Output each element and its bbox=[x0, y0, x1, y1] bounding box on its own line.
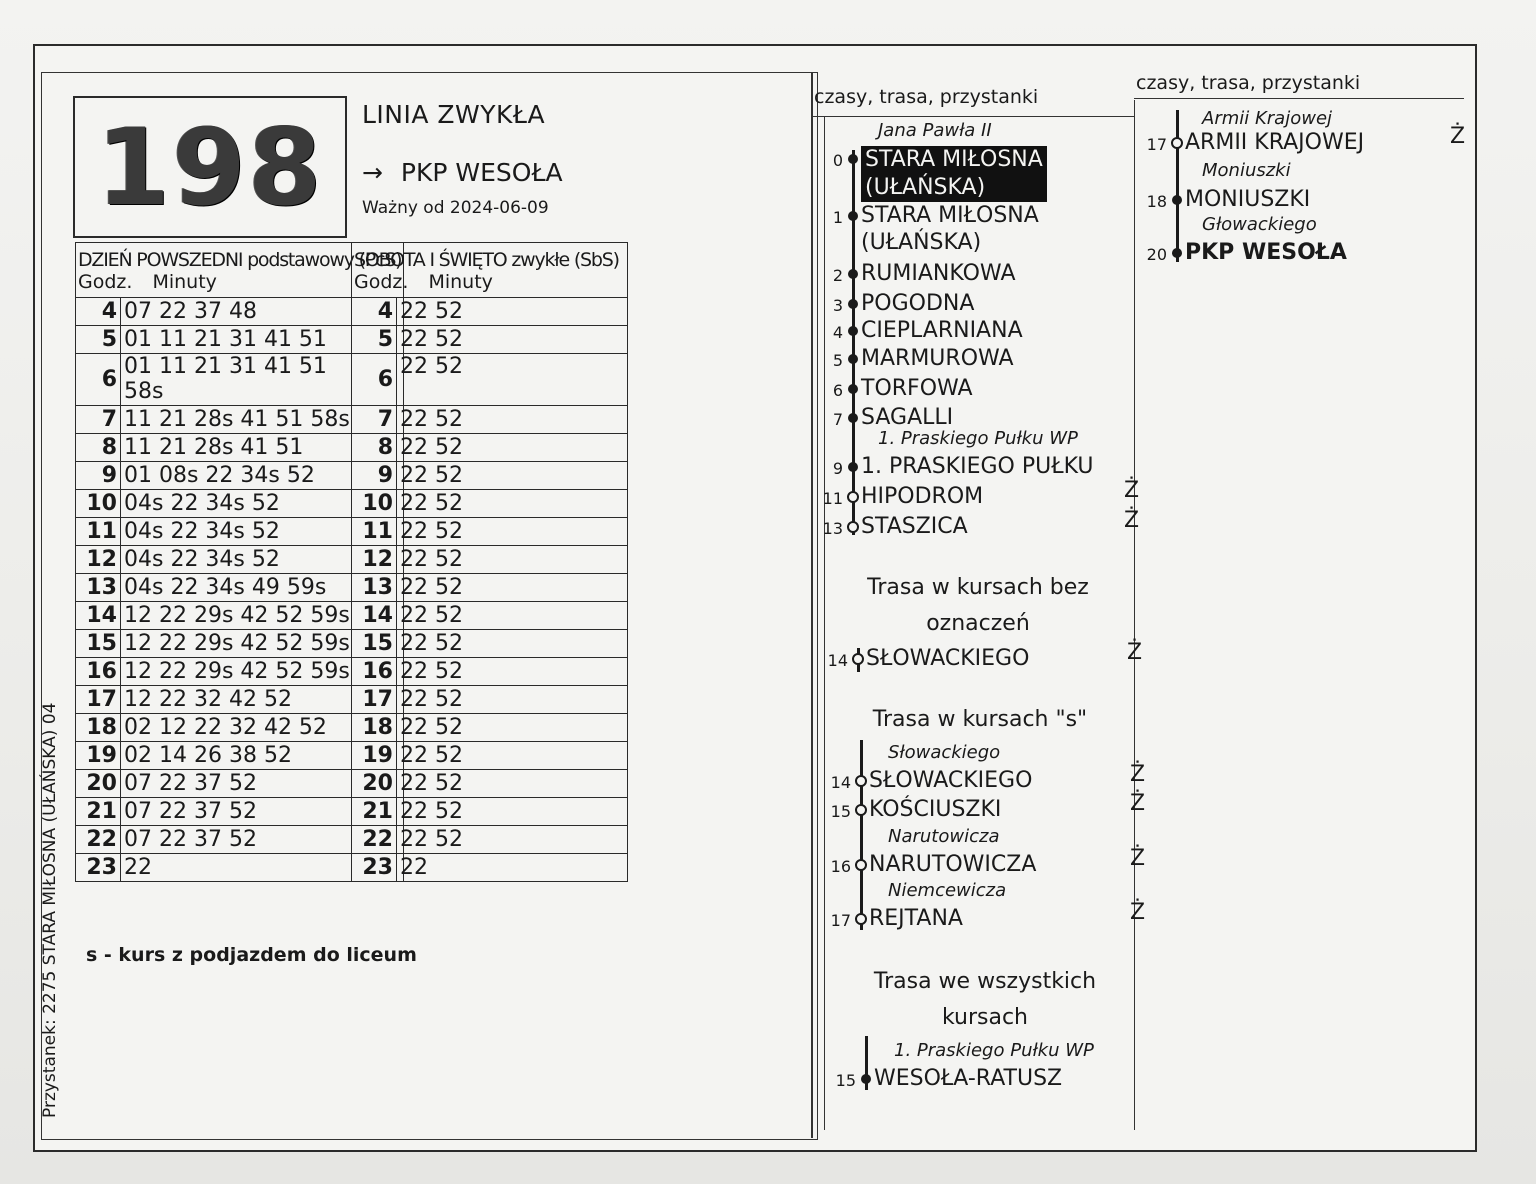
saturday-columns bbox=[352, 271, 628, 298]
hour-cell: 9 bbox=[76, 462, 121, 490]
stop-name bbox=[861, 454, 1094, 479]
timetable-row bbox=[352, 602, 628, 630]
section-s-title: Trasa w kursach "s" bbox=[872, 707, 1088, 732]
hour-cell: 17 bbox=[352, 686, 397, 714]
stop-name-line-1: NARUTOWICZA bbox=[869, 852, 1037, 877]
stop-time: 1 bbox=[832, 208, 843, 227]
hour-cell: 12 bbox=[352, 546, 397, 574]
minutes-cell bbox=[397, 714, 628, 742]
street-name: Armii Krajowej bbox=[1202, 108, 1333, 129]
minutes-line: 22 52 bbox=[400, 575, 463, 600]
col-minutes: Minuty bbox=[428, 271, 493, 293]
request-stop-marker-icon bbox=[847, 491, 859, 503]
minutes-line: 22 52 bbox=[400, 491, 463, 516]
timetable-row bbox=[352, 406, 628, 434]
stop-marker-icon bbox=[848, 413, 858, 423]
saturday-title: SOBOTA I ŚWIĘTO zwykłe (SbS) bbox=[352, 243, 628, 272]
stop-name-line-1: ARMII KRAJOWEJ bbox=[1185, 130, 1365, 155]
stop-name bbox=[869, 768, 1032, 793]
minutes-cell bbox=[397, 298, 628, 326]
section-all-title: Trasa we wszystkich kursach bbox=[873, 969, 1097, 1030]
stop-time: 16 bbox=[830, 857, 851, 876]
route-rail bbox=[860, 740, 863, 930]
stop-name-line-1: KOŚCIUSZKI bbox=[869, 797, 1002, 822]
stop-name-line-1: TORFOWA bbox=[861, 376, 973, 401]
minutes-line: 12 22 29s 42 52 59s bbox=[124, 631, 350, 656]
minutes-line: 22 52 bbox=[400, 435, 463, 460]
minutes-cell bbox=[397, 770, 628, 798]
minutes-cell bbox=[397, 406, 628, 434]
stop-name-line-1: SŁOWACKIEGO bbox=[866, 646, 1030, 671]
hour-cell: 9 bbox=[352, 462, 397, 490]
timetable-row bbox=[352, 546, 628, 574]
hour-cell: 8 bbox=[352, 434, 397, 462]
minutes-line: 22 52 bbox=[400, 547, 463, 572]
stop-name bbox=[869, 797, 1001, 822]
timetable-row bbox=[352, 658, 628, 686]
stop-name-line-1: SŁOWACKIEGO bbox=[869, 768, 1033, 793]
hour-cell: 23 bbox=[352, 854, 397, 882]
request-stop-marker-icon bbox=[855, 859, 867, 871]
hour-cell: 15 bbox=[76, 630, 121, 658]
stop-time: 2 bbox=[832, 266, 843, 285]
timetable-row bbox=[352, 854, 628, 882]
hour-cell: 16 bbox=[352, 658, 397, 686]
hour-cell: 13 bbox=[352, 574, 397, 602]
hour-cell: 7 bbox=[352, 406, 397, 434]
hour-cell: 16 bbox=[76, 658, 121, 686]
stop-name bbox=[861, 203, 1039, 255]
route-column-2-header: czasy, trasa, przystanki bbox=[1136, 72, 1361, 94]
hour-cell: 10 bbox=[352, 490, 397, 518]
stop-name bbox=[861, 291, 974, 316]
line-number: 198 bbox=[96, 105, 324, 229]
hour-cell: 14 bbox=[352, 602, 397, 630]
timetable-row bbox=[352, 298, 628, 326]
minutes-line: 22 52 bbox=[400, 715, 463, 740]
request-stop-marker-icon bbox=[855, 775, 867, 787]
minutes-line: 22 52 bbox=[400, 327, 463, 352]
street-name: Niemcewicza bbox=[888, 880, 1007, 901]
stop-name-line-1: CIEPLARNIANA bbox=[861, 318, 1023, 343]
hour-cell: 6 bbox=[76, 354, 121, 406]
stop-time: 9 bbox=[832, 459, 843, 478]
stop-name-line-1: RUMIANKOWA bbox=[861, 261, 1016, 286]
weekday-title: DZIEŃ POWSZEDNI podstawowy (PcS) bbox=[76, 243, 404, 272]
on-demand-mark: Ż bbox=[1130, 791, 1146, 816]
hour-cell: 18 bbox=[352, 714, 397, 742]
stop-time: 17 bbox=[830, 911, 851, 930]
minutes-line: 22 52 bbox=[400, 799, 463, 824]
stop-name bbox=[874, 1066, 1062, 1091]
timetable-row bbox=[352, 630, 628, 658]
hour-cell: 22 bbox=[352, 826, 397, 854]
legend: s - kurs z podjazdem do liceum bbox=[86, 944, 417, 966]
hour-cell: 18 bbox=[76, 714, 121, 742]
arrow-right-icon: → bbox=[362, 158, 383, 187]
stop-time: 20 bbox=[1146, 245, 1167, 264]
hour-cell: 7 bbox=[76, 406, 121, 434]
minutes-line: 22 52 bbox=[400, 631, 463, 656]
stop-name-line-1: MONIUSZKI bbox=[1185, 187, 1311, 212]
hour-cell: 6 bbox=[352, 354, 397, 406]
minutes-line: 22 52 bbox=[400, 743, 463, 768]
stop-time: 3 bbox=[832, 296, 843, 315]
stop-name-line-1: STARA MIŁOSNA bbox=[861, 203, 1039, 228]
hour-cell: 13 bbox=[76, 574, 121, 602]
stop-name-line-1: STARA MIŁOSNA bbox=[865, 147, 1043, 172]
minutes-line-2: 58s bbox=[124, 379, 164, 404]
stop-name-line-1: POGODNA bbox=[861, 291, 975, 316]
on-demand-mark: Ż bbox=[1130, 846, 1146, 871]
timetable-row bbox=[352, 686, 628, 714]
stop-time: 17 bbox=[1146, 135, 1167, 154]
minutes-line: 07 22 37 52 bbox=[124, 799, 257, 824]
minutes-line: 22 52 bbox=[400, 687, 463, 712]
stop-name-line-1: WESOŁA-RATUSZ bbox=[874, 1066, 1063, 1091]
stop-time: 7 bbox=[832, 410, 843, 429]
stop-marker-icon bbox=[848, 269, 858, 279]
minutes-line: 22 52 bbox=[400, 407, 463, 432]
stop-name-line-2: (UŁAŃSKA) bbox=[861, 230, 982, 255]
stop-name bbox=[869, 906, 963, 931]
timetable-row bbox=[352, 354, 628, 406]
street-name: 1. Praskiego Pułku WP bbox=[878, 428, 1078, 449]
stop-time: 0 bbox=[832, 151, 843, 170]
minutes-cell bbox=[397, 326, 628, 354]
route-column-1-header: czasy, trasa, przystanki bbox=[814, 86, 1039, 108]
minutes-line: 22 52 bbox=[400, 827, 463, 852]
stop-marker-icon bbox=[848, 462, 858, 472]
stop-name-line-2: (UŁAŃSKA) bbox=[865, 175, 986, 200]
minutes-line: 22 52 bbox=[400, 354, 463, 379]
panel-divider bbox=[811, 72, 813, 1138]
stop-marker-icon bbox=[848, 154, 858, 164]
request-stop-marker-icon bbox=[1171, 137, 1183, 149]
hour-cell: 23 bbox=[76, 854, 121, 882]
street-name: Słowackiego bbox=[888, 742, 1001, 763]
stop-marker-icon bbox=[848, 354, 858, 364]
minutes-line: 01 11 21 31 41 51 bbox=[124, 327, 327, 352]
timetable-row bbox=[352, 742, 628, 770]
stop-time: 18 bbox=[1146, 192, 1167, 211]
saturday-table bbox=[351, 242, 628, 882]
minutes-line: 11 21 28s 41 51 58s bbox=[124, 407, 350, 432]
minutes-line: 22 52 bbox=[400, 659, 463, 684]
direction-label: PKP WESOŁA bbox=[400, 158, 563, 187]
stop-name bbox=[861, 514, 968, 539]
stop-name-line-1: SAGALLI bbox=[861, 405, 954, 430]
hour-cell: 4 bbox=[352, 298, 397, 326]
on-demand-mark: Ż bbox=[1130, 762, 1146, 787]
current-stop-highlight bbox=[861, 146, 1047, 202]
minutes-line: 04s 22 34s 52 bbox=[124, 491, 280, 516]
route-head-line-1 bbox=[811, 116, 1134, 117]
stop-marker-icon bbox=[1172, 195, 1182, 205]
hour-cell: 19 bbox=[352, 742, 397, 770]
hour-cell: 10 bbox=[76, 490, 121, 518]
stop-name bbox=[1185, 187, 1310, 212]
valid-from: Ważny od 2024-06-09 bbox=[362, 198, 549, 218]
timetable-row bbox=[352, 490, 628, 518]
stop-name-line-1: MARMUROWA bbox=[861, 346, 1014, 371]
stop-marker-icon bbox=[1172, 248, 1182, 258]
stop-name-line-1: PKP WESOŁA bbox=[1185, 240, 1347, 265]
minutes-line: 12 22 32 42 52 bbox=[124, 687, 292, 712]
stop-marker-icon bbox=[848, 211, 858, 221]
stop-marker-icon bbox=[861, 1074, 871, 1084]
minutes-cell bbox=[397, 658, 628, 686]
minutes-line: 22 52 bbox=[400, 299, 463, 324]
hour-cell: 12 bbox=[76, 546, 121, 574]
minutes-line: 07 22 37 48 bbox=[124, 299, 257, 324]
minutes-line: 22 52 bbox=[400, 771, 463, 796]
timetable-row bbox=[352, 798, 628, 826]
stop-name bbox=[861, 484, 983, 509]
minutes-line: 01 08s 22 34s 52 bbox=[124, 463, 315, 488]
route-head-line-2 bbox=[1134, 98, 1464, 99]
minutes-line: 11 21 28s 41 51 bbox=[124, 435, 304, 460]
stop-name-line-1: HIPODROM bbox=[861, 484, 984, 509]
hour-cell: 11 bbox=[76, 518, 121, 546]
minutes-cell bbox=[397, 798, 628, 826]
hour-cell: 20 bbox=[76, 770, 121, 798]
minutes-line-2 bbox=[400, 379, 624, 405]
minutes-line: 01 11 21 31 41 51 bbox=[124, 354, 327, 379]
stop-name-line-1: REJTANA bbox=[869, 906, 963, 931]
stop-marker-icon bbox=[848, 326, 858, 336]
timetable-row bbox=[352, 574, 628, 602]
request-stop-marker-icon bbox=[855, 913, 867, 925]
timetable-row bbox=[352, 326, 628, 354]
minutes-cell bbox=[397, 462, 628, 490]
minutes-cell bbox=[397, 602, 628, 630]
route-rail bbox=[1176, 110, 1179, 262]
street-name: Głowackiego bbox=[1202, 214, 1317, 235]
stop-time: 14 bbox=[827, 651, 848, 670]
stop-name bbox=[866, 646, 1029, 671]
stop-time: 6 bbox=[832, 381, 843, 400]
hour-cell: 21 bbox=[352, 798, 397, 826]
minutes-cell bbox=[397, 826, 628, 854]
route-rail bbox=[852, 150, 855, 535]
hour-cell: 14 bbox=[76, 602, 121, 630]
minutes-line: 22 52 bbox=[400, 603, 463, 628]
line-number-box bbox=[73, 96, 347, 238]
stop-time: 13 bbox=[822, 519, 843, 538]
hour-cell: 8 bbox=[76, 434, 121, 462]
minutes-line: 02 14 26 38 52 bbox=[124, 743, 292, 768]
stop-name-line-1: STASZICA bbox=[861, 514, 968, 539]
timetable-row bbox=[352, 518, 628, 546]
stop-time: 4 bbox=[832, 323, 843, 342]
hour-cell: 11 bbox=[352, 518, 397, 546]
minutes-line: 02 12 22 32 42 52 bbox=[124, 715, 327, 740]
stop-name bbox=[1185, 240, 1347, 265]
hour-cell: 5 bbox=[352, 326, 397, 354]
minutes-cell bbox=[397, 686, 628, 714]
stop-marker-icon bbox=[848, 384, 858, 394]
hour-cell: 5 bbox=[76, 326, 121, 354]
hour-cell: 15 bbox=[352, 630, 397, 658]
col-minutes: Minuty bbox=[152, 271, 217, 293]
timetable-row bbox=[352, 770, 628, 798]
street-name: Jana Pawła II bbox=[878, 120, 992, 141]
on-demand-mark: Ż bbox=[1124, 508, 1140, 533]
stop-label: Przystanek: 2275 STARA MIŁOSNA (UŁAŃSKA) 04 bbox=[40, 702, 60, 1118]
minutes-line: 07 22 37 52 bbox=[124, 827, 257, 852]
stop-time: 11 bbox=[822, 489, 843, 508]
minutes-line: 22 bbox=[400, 855, 428, 880]
stop-name bbox=[861, 318, 1023, 343]
minutes-line: 22 bbox=[124, 855, 152, 880]
col-hour: Godz. bbox=[354, 271, 409, 293]
minutes-line: 04s 22 34s 49 59s bbox=[124, 575, 327, 600]
minutes-line: 22 52 bbox=[400, 463, 463, 488]
stop-name bbox=[861, 146, 1047, 202]
timetable-row bbox=[352, 462, 628, 490]
stop-marker-icon bbox=[848, 299, 858, 309]
stop-time: 15 bbox=[830, 802, 851, 821]
request-stop-marker-icon bbox=[847, 521, 859, 533]
minutes-cell bbox=[397, 574, 628, 602]
stop-name bbox=[861, 261, 1016, 286]
minutes-cell bbox=[397, 490, 628, 518]
minutes-cell bbox=[397, 518, 628, 546]
on-demand-mark: Ż bbox=[1450, 124, 1466, 149]
stop-time: 15 bbox=[835, 1071, 856, 1090]
route-col-divider bbox=[1134, 100, 1135, 1130]
minutes-cell bbox=[397, 434, 628, 462]
minutes-line: 07 22 37 52 bbox=[124, 771, 257, 796]
stop-name bbox=[1185, 130, 1364, 155]
stop-name bbox=[861, 405, 953, 430]
hour-cell: 19 bbox=[76, 742, 121, 770]
street-name: Moniuszki bbox=[1202, 160, 1291, 181]
request-stop-marker-icon bbox=[855, 804, 867, 816]
street-name: 1. Praskiego Pułku WP bbox=[894, 1040, 1094, 1061]
minutes-line: 22 52 bbox=[400, 519, 463, 544]
hour-cell: 20 bbox=[352, 770, 397, 798]
line-type: LINIA ZWYKŁA bbox=[362, 100, 546, 129]
hour-cell: 22 bbox=[76, 826, 121, 854]
hour-cell: 17 bbox=[76, 686, 121, 714]
stop-time: 14 bbox=[830, 773, 851, 792]
minutes-cell bbox=[397, 630, 628, 658]
minutes-cell bbox=[397, 546, 628, 574]
direction bbox=[362, 158, 563, 187]
request-stop-marker-icon bbox=[852, 653, 864, 665]
timetable-row bbox=[352, 826, 628, 854]
on-demand-mark: Ż bbox=[1130, 900, 1146, 925]
minutes-line: 12 22 29s 42 52 59s bbox=[124, 603, 350, 628]
hour-cell: 21 bbox=[76, 798, 121, 826]
street-name: Narutowicza bbox=[888, 826, 1000, 847]
section-plain-title: Trasa w kursach bez oznaczeń bbox=[867, 575, 1089, 636]
timetable-row bbox=[352, 714, 628, 742]
col-hour: Godz. bbox=[78, 271, 133, 293]
stop-name bbox=[861, 346, 1014, 371]
timetable-row bbox=[352, 434, 628, 462]
on-demand-mark: Ż bbox=[1127, 640, 1143, 665]
minutes-line: 04s 22 34s 52 bbox=[124, 519, 280, 544]
stop-name bbox=[861, 376, 973, 401]
minutes-cell bbox=[397, 354, 628, 406]
stop-name-line-1: 1. PRASKIEGO PUŁKU bbox=[861, 454, 1094, 479]
minutes-line: 04s 22 34s 52 bbox=[124, 547, 280, 572]
minutes-cell bbox=[397, 742, 628, 770]
minutes-line: 12 22 29s 42 52 59s bbox=[124, 659, 350, 684]
stop-name bbox=[869, 852, 1036, 877]
on-demand-mark: Ż bbox=[1124, 478, 1140, 503]
stop-time: 5 bbox=[832, 351, 843, 370]
minutes-cell bbox=[397, 854, 628, 882]
hour-cell: 4 bbox=[76, 298, 121, 326]
